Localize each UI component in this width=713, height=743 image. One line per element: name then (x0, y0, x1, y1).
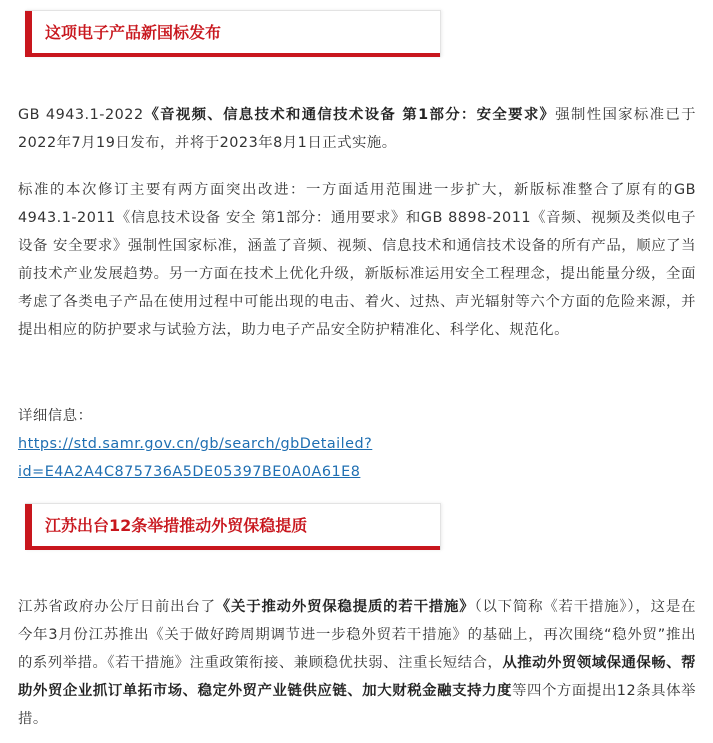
standard-code: GB 4943.1-2022 (18, 107, 144, 123)
detail-link-line-2: id=E4A2A4C875736A5DE05397BE0A0A61E8 (18, 464, 361, 480)
paragraph-standard-improvements (18, 176, 696, 344)
standard-name: 《音视频、信息技术和通信技术设备 第1部分：安全要求》 (143, 107, 556, 123)
section-header-standard (25, 10, 441, 57)
paragraph-jiangsu-measures (18, 593, 696, 733)
measures-tail: 等四个方面提出12条具体举措。 (18, 683, 696, 727)
detail-label: 详细信息： (18, 408, 93, 424)
measures-document-name: 《关于推动外贸保稳提质的若干措施》 (215, 599, 475, 615)
measures-context: （以下简称《若干措施》），这是在今年3月份江苏推出《关于做好跨周期调节进一步稳外贸若干措施》的基础上，再次围绕“稳外贸”推出的系列举措。《若干措施》注重政策衔接、兼顾稳优扶弱、注重长短结合， (18, 599, 696, 671)
paragraph-standard-release (18, 101, 696, 157)
paragraph-detail-info (18, 402, 696, 486)
header-accent-bar (25, 504, 32, 550)
section-title: 这项电子产品新国标发布 (45, 23, 222, 42)
header-accent-bar (25, 11, 32, 57)
measures-lead: 江苏省政府办公厅日前出台了 (18, 599, 216, 615)
release-text: 强制性国家标准已于2022年7月19日发布，并将于2023年8月1日正式实施。 (18, 107, 696, 151)
improvements-text: 标准的本次修订主要有两方面突出改进：一方面适用范围进一步扩大，新版标准整合了原有的GB 4943.1-2011《信息技术设备 安全 第1部分：通用要求》和GB 8898-2011《音频、视频及类似电子设备 安全要求》强制性国家标准，涵盖了音频、视频、信息技术和通信技术设备的所有产品，顺应了当前技术产业发展趋势。另一方面在技术上优化升级，新版标准运用安全工程理念，提出能量分级，全面考虑了各类电子产品在使用过程中可能出现的电击、着火、过热、声光辐射等六个方面的危险来源，并提出相应的防护要求与试验方法，助力电子产品安全防护精准化、科学化、规范化。 (18, 182, 696, 338)
section-title: 江苏出台12条举措推动外贸保稳提质 (45, 516, 308, 535)
detail-link[interactable] (18, 436, 372, 480)
measures-key-points: 从推动外贸领域保通保畅、帮助外贸企业抓订单拓市场、稳定外贸产业链供应链、加大财税金融支持力度 (18, 655, 696, 699)
section-header-jiangsu-trade (25, 503, 441, 550)
detail-link-line-1: https://std.samr.gov.cn/gb/search/gbDetailed? (18, 436, 373, 452)
